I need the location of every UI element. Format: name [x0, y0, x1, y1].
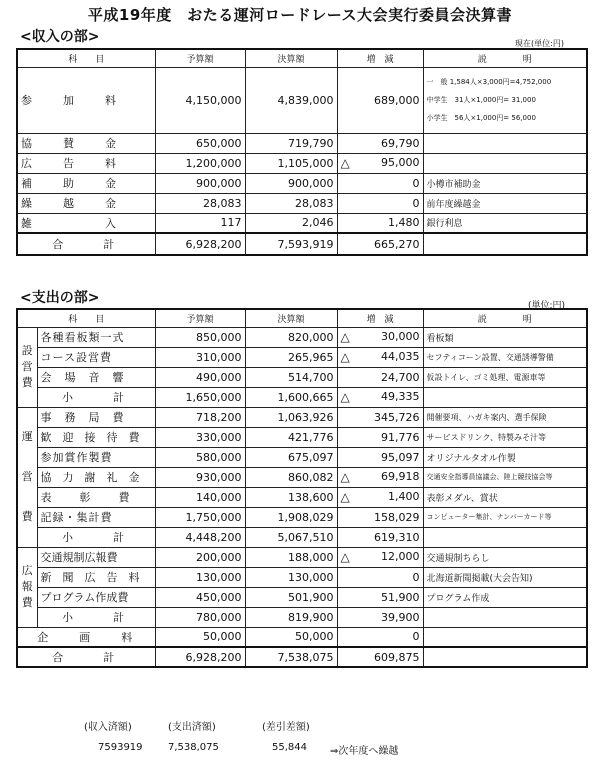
- income-total-actual: 7,593,919: [245, 233, 337, 255]
- income-desc: 銀行利息: [423, 213, 587, 233]
- expense-desc: 仮設トイレ、ゴミ処理、電源車等: [423, 367, 587, 387]
- expense-row: [17, 407, 587, 427]
- expense-actual: 1,908,029: [245, 507, 337, 527]
- expense-header-actual: 決算額: [245, 309, 337, 327]
- income-item: 広 告 料: [17, 153, 155, 173]
- income-diff: △ 95,000: [337, 153, 423, 173]
- expense-budget: 718,200: [155, 407, 245, 427]
- expense-header-diff: 増 減: [337, 309, 423, 327]
- income-header-diff: 増 減: [337, 49, 423, 67]
- expense-actual: 138,600: [245, 487, 337, 507]
- expense-budget: 310,000: [155, 347, 245, 367]
- expense-total-label: 合 計: [17, 647, 155, 667]
- expense-row: [17, 327, 587, 347]
- expense-actual: 188,000: [245, 547, 337, 567]
- expense-desc: コンピューター集計、ナンバーカード等: [423, 507, 587, 527]
- expense-heading: <支出の部>: [20, 290, 100, 306]
- income-header-actual: 決算額: [245, 49, 337, 67]
- income-total-label: 合 計: [17, 233, 155, 255]
- expense-subtotal-row: [17, 527, 587, 547]
- income-budget: 900,000: [155, 173, 245, 193]
- income-heading: <収入の部>: [20, 29, 100, 45]
- income-total-budget: 6,928,200: [155, 233, 245, 255]
- expense-item: 歓 迎 接 待 費: [37, 427, 155, 447]
- expense-subtotal-budget: 780,000: [155, 607, 245, 627]
- document-title: 平成19年度 おたる運河ロードレース大会実行委員会決算書: [87, 6, 513, 24]
- expense-diff: 24,700: [337, 367, 423, 387]
- expense-table: [16, 308, 588, 668]
- income-diff: 1,480: [337, 213, 423, 233]
- income-item: 補 助 金: [17, 173, 155, 193]
- expense-subtotal-row: [17, 387, 587, 407]
- expense-plan-budget: 50,000: [155, 627, 245, 647]
- expense-category: 運営費: [17, 407, 37, 547]
- income-actual: 4,839,000: [245, 67, 337, 133]
- expense-diff: △ 30,000: [337, 327, 423, 347]
- expense-actual: 675,097: [245, 447, 337, 467]
- expense-actual: 421,776: [245, 427, 337, 447]
- expense-item: 交通規制広報費: [37, 547, 155, 567]
- income-desc: [423, 153, 587, 173]
- expense-desc: 交通安全指導員協議会、陸上競技協会等: [423, 467, 587, 487]
- income-actual: 2,046: [245, 213, 337, 233]
- expense-diff: △ 44,035: [337, 347, 423, 367]
- expense-item: プログラム作成費: [37, 587, 155, 607]
- income-budget: 117: [155, 213, 245, 233]
- expense-desc: 看板類: [423, 327, 587, 347]
- expense-actual: 820,000: [245, 327, 337, 347]
- expense-desc: 開催要項、ハガキ案内、選手保険: [423, 407, 587, 427]
- expense-diff: 95,097: [337, 447, 423, 467]
- expense-item: 協 力 謝 礼 金: [37, 467, 155, 487]
- expense-row: [17, 547, 587, 567]
- expense-plan-actual: 50,000: [245, 627, 337, 647]
- expense-total-actual: 7,538,075: [245, 647, 337, 667]
- expense-row: [17, 587, 587, 607]
- expense-total-row: [17, 647, 587, 667]
- expense-desc: 表彰メダル、賞状: [423, 487, 587, 507]
- expense-item: 記録・集計費: [37, 507, 155, 527]
- expense-plan-diff: 0: [337, 627, 423, 647]
- expense-header-item: 科 目: [17, 309, 155, 327]
- expense-budget: 850,000: [155, 327, 245, 347]
- expense-actual: 130,000: [245, 567, 337, 587]
- expense-row: [17, 447, 587, 467]
- income-total-diff: 665,270: [337, 233, 423, 255]
- expense-subtotal-label: 小 計: [37, 527, 155, 547]
- expense-budget: 580,000: [155, 447, 245, 467]
- expense-budget: 140,000: [155, 487, 245, 507]
- expense-row: [17, 347, 587, 367]
- income-item: 参 加 料: [17, 67, 155, 133]
- expense-unit: (単位:円): [528, 301, 566, 311]
- expense-diff: 158,029: [337, 507, 423, 527]
- expense-item: 表 彰 費: [37, 487, 155, 507]
- expense-item: 会 場 音 響: [37, 367, 155, 387]
- footer-value-income: 7593919: [98, 742, 143, 753]
- income-header-budget: 予算額: [155, 49, 245, 67]
- expense-diff: △ 12,000: [337, 547, 423, 567]
- income-unit: 現在(単位:円): [515, 39, 564, 48]
- income-actual: 1,105,000: [245, 153, 337, 173]
- income-actual: 900,000: [245, 173, 337, 193]
- income-item: 協 賛 金: [17, 133, 155, 153]
- expense-subtotal-budget: 4,448,200: [155, 527, 245, 547]
- expense-category: 広報費: [17, 547, 37, 627]
- expense-budget: 450,000: [155, 587, 245, 607]
- income-actual: 719,790: [245, 133, 337, 153]
- expense-total-budget: 6,928,200: [155, 647, 245, 667]
- income-row: [17, 193, 587, 213]
- expense-subtotal-label: 小 計: [37, 387, 155, 407]
- expense-budget: 130,000: [155, 567, 245, 587]
- footer-carryover-note: ⇒次年度へ繰越: [330, 746, 399, 757]
- expense-plan-row: [17, 627, 587, 647]
- expense-subtotal-actual: 819,900: [245, 607, 337, 627]
- income-desc: 一 般 1,584人×3,000円=4,752,000 中学生 31人×1,000円= 31,000 小学生 56人×1,000円= 56,000: [423, 67, 587, 133]
- expense-row: [17, 467, 587, 487]
- expense-diff: 51,900: [337, 587, 423, 607]
- expense-row: [17, 427, 587, 447]
- expense-subtotal-diff: △ 49,335: [337, 387, 423, 407]
- expense-diff: 0: [337, 567, 423, 587]
- expense-category: 設営費: [17, 327, 37, 407]
- income-diff: 69,790: [337, 133, 423, 153]
- expense-desc: 北海道新聞掲載(大会告知): [423, 567, 587, 587]
- income-desc: [423, 133, 587, 153]
- income-budget: 650,000: [155, 133, 245, 153]
- expense-subtotal-budget: 1,650,000: [155, 387, 245, 407]
- income-row: [17, 133, 587, 153]
- footer-value-expense: 7,538,075: [168, 742, 219, 753]
- income-diff: 0: [337, 193, 423, 213]
- expense-subtotal-actual: 5,067,510: [245, 527, 337, 547]
- expense-diff: 345,726: [337, 407, 423, 427]
- income-item: 雑 入: [17, 213, 155, 233]
- expense-row: [17, 567, 587, 587]
- expense-item: 新 聞 広 告 料: [37, 567, 155, 587]
- expense-budget: 330,000: [155, 427, 245, 447]
- footer-label-expense: (支出済額): [168, 722, 216, 733]
- income-diff: 0: [337, 173, 423, 193]
- footer-label-income: (収入済額): [84, 722, 132, 733]
- expense-item: 参加賞作製費: [37, 447, 155, 467]
- expense-desc: プログラム作成: [423, 587, 587, 607]
- expense-diff: 91,776: [337, 427, 423, 447]
- income-total-row: [17, 233, 587, 255]
- expense-actual: 860,082: [245, 467, 337, 487]
- income-row: [17, 173, 587, 193]
- expense-actual: 1,063,926: [245, 407, 337, 427]
- income-table: [16, 48, 588, 256]
- expense-diff: △ 69,918: [337, 467, 423, 487]
- expense-header-budget: 予算額: [155, 309, 245, 327]
- expense-diff: △ 1,400: [337, 487, 423, 507]
- expense-desc: 交通規制ちらし: [423, 547, 587, 567]
- expense-item: コース設営費: [37, 347, 155, 367]
- income-header-item: 科 目: [17, 49, 155, 67]
- expense-plan-label: 企 画 料: [17, 627, 155, 647]
- expense-subtotal-diff: 39,900: [337, 607, 423, 627]
- income-row: [17, 67, 587, 133]
- income-header-desc: 説 明: [423, 49, 587, 67]
- expense-desc: セフティコーン設置、交通誘導警備: [423, 347, 587, 367]
- expense-subtotal-row: [17, 607, 587, 627]
- expense-budget: 930,000: [155, 467, 245, 487]
- expense-subtotal-actual: 1,600,665: [245, 387, 337, 407]
- expense-budget: 490,000: [155, 367, 245, 387]
- expense-subtotal-label: 小 計: [37, 607, 155, 627]
- expense-actual: 501,900: [245, 587, 337, 607]
- income-row: [17, 153, 587, 173]
- income-row: [17, 213, 587, 233]
- expense-actual: 514,700: [245, 367, 337, 387]
- expense-budget: 1,750,000: [155, 507, 245, 527]
- expense-total-diff: 609,875: [337, 647, 423, 667]
- income-budget: 1,200,000: [155, 153, 245, 173]
- income-budget: 4,150,000: [155, 67, 245, 133]
- income-desc: 小樽市補助金: [423, 173, 587, 193]
- expense-actual: 265,965: [245, 347, 337, 367]
- income-desc: 前年度繰越金: [423, 193, 587, 213]
- expense-row: [17, 507, 587, 527]
- expense-budget: 200,000: [155, 547, 245, 567]
- expense-row: [17, 367, 587, 387]
- income-actual: 28,083: [245, 193, 337, 213]
- expense-item: 各種看板類一式: [37, 327, 155, 347]
- expense-item: 事 務 局 費: [37, 407, 155, 427]
- expense-subtotal-diff: 619,310: [337, 527, 423, 547]
- expense-desc: サービスドリンク、特製みそ汁等: [423, 427, 587, 447]
- income-diff: 689,000: [337, 67, 423, 133]
- expense-desc: オリジナルタオル作製: [423, 447, 587, 467]
- expense-header-desc: 説 明: [423, 309, 587, 327]
- income-item: 繰 越 金: [17, 193, 155, 213]
- footer-label-diff: (差引差額): [262, 722, 310, 733]
- footer-value-diff: 55,844: [272, 742, 307, 753]
- expense-row: [17, 487, 587, 507]
- income-budget: 28,083: [155, 193, 245, 213]
